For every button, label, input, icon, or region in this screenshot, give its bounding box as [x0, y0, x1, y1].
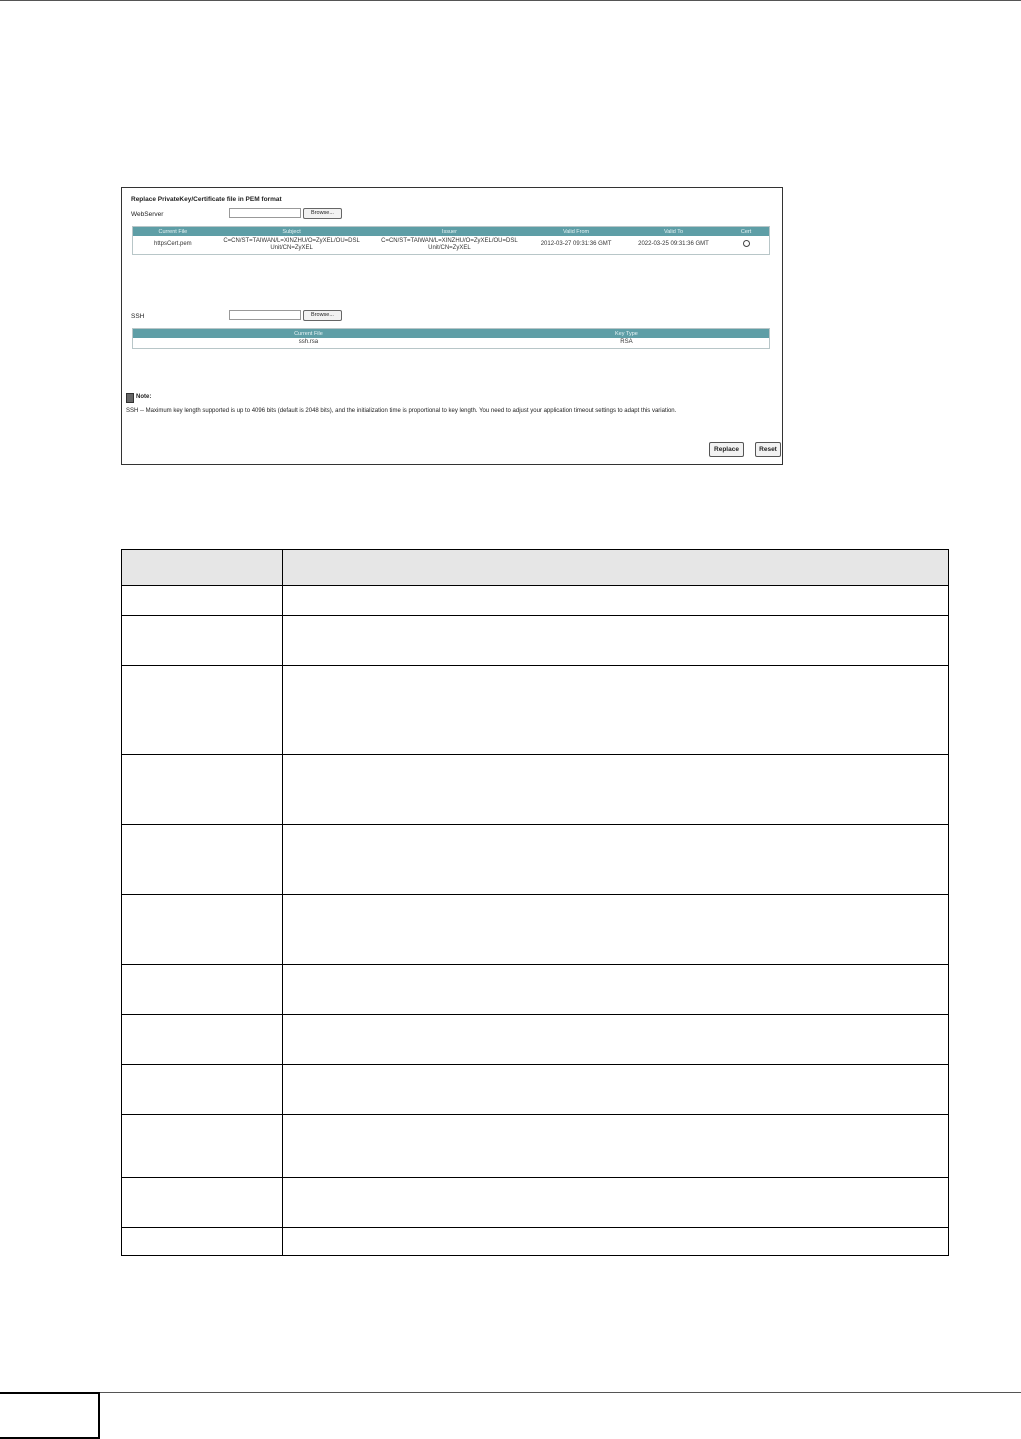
table-row — [122, 666, 949, 755]
description-table — [121, 549, 949, 1256]
reset-button[interactable]: Reset — [755, 442, 781, 457]
description-header-cell — [282, 550, 948, 586]
webserver-browse-button[interactable]: Browse... — [303, 208, 342, 219]
col-cert: Cert — [723, 227, 769, 237]
certificate-panel — [121, 187, 783, 465]
table-row — [122, 586, 949, 616]
subject-cell: C=CN/ST=TAIWAN/L=XINZHU/O=ZyXEL/OU=DSL Unit/CN=ZyXEL — [223, 237, 360, 251]
view-cert-icon[interactable] — [743, 240, 750, 247]
valid-from-cell: 2012-03-27 09:31:36 GMT — [540, 241, 612, 248]
current-file-cell: ssh.rsa — [298, 339, 319, 346]
table-row — [133, 338, 770, 348]
replace-button[interactable]: Replace — [709, 442, 744, 457]
table-row — [133, 236, 770, 254]
table-row — [122, 616, 949, 666]
webserver-label: WebServer — [131, 211, 164, 218]
col-issuer: Issuer — [371, 227, 529, 237]
footer-rule — [0, 1392, 1021, 1393]
key-type-cell: RSA — [620, 339, 633, 346]
ssh-file-input[interactable] — [229, 310, 301, 320]
ssh-label: SSH — [131, 313, 145, 320]
label-header-cell — [122, 550, 283, 586]
note-icon — [126, 393, 134, 403]
col-key-type: Key Type — [484, 329, 770, 339]
table-row — [122, 1228, 949, 1256]
header-rule — [0, 0, 1021, 1]
col-valid-to: Valid To — [624, 227, 723, 237]
table-row — [122, 1015, 949, 1065]
note-title: Note: — [136, 394, 152, 400]
col-valid-from: Valid From — [528, 227, 623, 237]
col-current-file: Current File — [133, 329, 484, 339]
valid-to-cell: 2022-03-25 09:31:36 GMT — [638, 241, 709, 248]
current-file-cell: httpsCert.pem — [153, 241, 192, 248]
table-row — [122, 825, 949, 895]
page-number-box — [0, 1392, 100, 1439]
ssh-key-table — [132, 328, 770, 349]
table-row — [122, 1065, 949, 1115]
webserver-cert-table — [132, 226, 770, 255]
table-row — [122, 1178, 949, 1228]
table-row — [122, 895, 949, 965]
table-row — [122, 1115, 949, 1178]
table-row — [122, 755, 949, 825]
panel-heading: Replace PrivateKey/Certificate file in PEM format — [131, 196, 282, 203]
col-subject: Subject — [213, 227, 371, 237]
issuer-cell: C=CN/ST=TAIWAN/L=XINZHU/O=ZyXEL/OU=DSL Unit/CN=ZyXEL — [381, 237, 518, 251]
cert-cell — [723, 236, 769, 254]
note-text: SSH -- Maximum key length supported is up to 4096 bits (default is 2048 bits), and the initialization time is proportional to key length. You need to adjust your application timeout settings to adapt this variation. — [126, 408, 677, 414]
ssh-browse-button[interactable]: Browse... — [303, 310, 342, 321]
webserver-file-input[interactable] — [229, 208, 301, 218]
table-row — [122, 965, 949, 1015]
col-current-file: Current File — [133, 227, 213, 237]
table-header-row — [122, 550, 949, 586]
